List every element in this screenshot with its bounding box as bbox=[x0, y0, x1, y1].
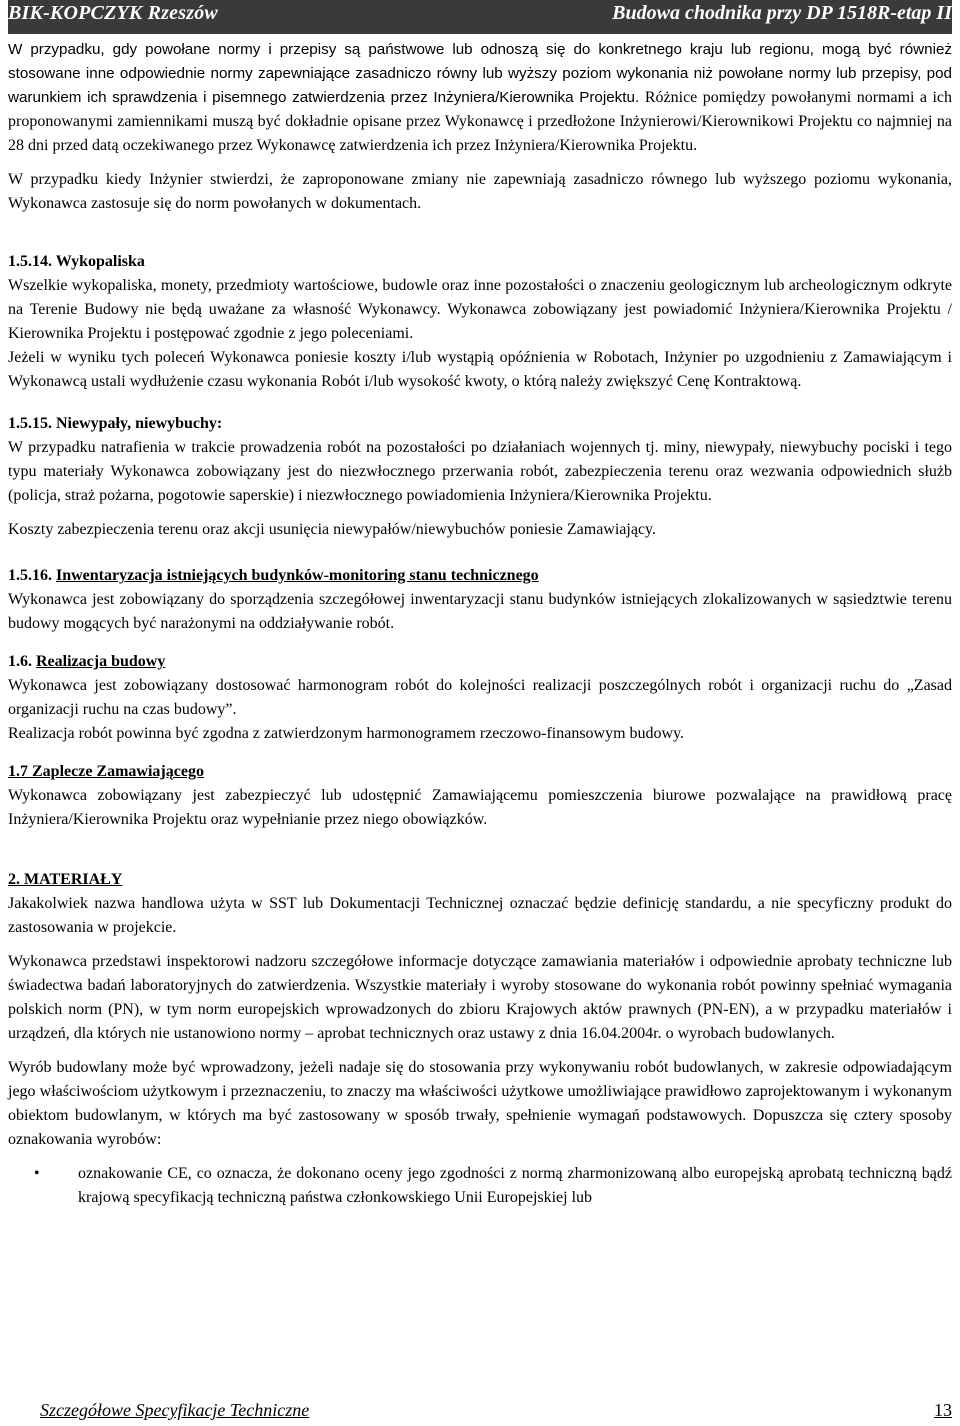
paragraph-1-5-16: Wykonawca jest zobowiązany do sporządzenia szczegółowej inwentaryzacji stanu budynków istniejących zlokalizowanych w sąsiedztwie terenu budowy mogących być narażonymi na oddziaływanie robót. bbox=[8, 591, 952, 632]
page-number: 13 bbox=[934, 1400, 952, 1420]
heading-1-5-16 bbox=[8, 564, 952, 588]
header-project-title: Budowa chodnika przy DP 1518R-etap II bbox=[612, 2, 952, 24]
bullet-icon: • bbox=[34, 1165, 40, 1182]
heading-1-5-16-title: Inwentaryzacja istniejących budynków-monitoring stanu technicznego bbox=[56, 567, 539, 584]
paragraph-2-b: Wykonawca przedstawi inspektorowi nadzoru szczegółowe informacje dotyczące zamawiania materiałów i odpowiednie aprobaty techniczne lub świadectwa badań laboratoryjnych do zatwierdzenia. Wszystkie materiały i wyroby stosowane do wykonania robót powinny spełniać wymagania polskich norm (PN), w tym norm europejskich wprowadzonych do zbioru Krajowych aktów prawnych (PN-EN), a w przypadku materiałów i urządzeń, dla których nie ustanowiono normy – aprobat technicznych oraz ustawy z dnia 16.04.2004r. o wyrobach budowlanych. bbox=[8, 953, 952, 1042]
page-footer bbox=[40, 1400, 952, 1424]
paragraph-engineer: W przypadku kiedy Inżynier stwierdzi, że zaproponowane zmiany nie zapewniają zasadniczo równego lub wyższego poziomu wykonania, Wykonawca zastosuje się do norm powołanych w dokumentach. bbox=[8, 171, 952, 212]
heading-1-5-15: 1.5.15. Niewypały, niewybuchy: bbox=[8, 415, 223, 432]
paragraph-1-6-b: Realizacja robót powinna być zgodna z zatwierdzonym harmonogramem rzeczowo-finansowym budowy. bbox=[8, 725, 685, 742]
list-item-text: oznakowanie CE, co oznacza, że dokonano oceny jego zgodności z normą zharmonizowaną albo europejską aprobatą techniczną bądź krajową specyfikacją techniczną państwa członkowskiego Unii Europejskiej lub bbox=[78, 1165, 952, 1206]
document-body bbox=[8, 38, 952, 1210]
paragraph-1-5-15-a: W przypadku natrafienia w trakcie prowadzenia robót na pozostałości po działaniach wojennych tj. miny, niewypały, niewybuchy pociski i tego typu materiały Wykonawca zobowiązany jest do niezwłocznego przerwania robót, zabezpieczenia terenu oraz wezwania odpowiednich służb (policja, straż pożarna, pogotowie saperskie) i niezwłocznego powiadomienia Inżyniera/Kierownika Projektu. bbox=[8, 439, 952, 504]
paragraph-1-6-a: Wykonawca jest zobowiązany dostosować harmonogram robót do kolejności realizacji poszczególnych robót i organizacji ruchu do „Zasad organizacji ruchu na czas budowy”. bbox=[8, 677, 952, 718]
paragraph-2-a: Jakakolwiek nazwa handlowa użyta w SST lub Dokumentacji Technicznej oznaczać będzie definicję standardu, a nie specyficzny produkt do zastosowania w projekcie. bbox=[8, 895, 952, 936]
heading-2-materials: 2. MATERIAŁY bbox=[8, 871, 123, 888]
footer-document-title: Szczegółowe Specyfikacje Techniczne bbox=[40, 1400, 310, 1420]
heading-1-6-title: Realizacja budowy bbox=[36, 653, 166, 670]
header-company: BIK-KOPCZYK Rzeszów bbox=[8, 2, 218, 24]
heading-1-5-14: 1.5.14. Wykopaliska bbox=[8, 253, 145, 270]
list-item bbox=[34, 1162, 952, 1210]
paragraph-norms-a: W przypadku, gdy powołane normy i przepisy są państwowe lub odnoszą się do konkretnego kraju lub regionu, mogą być również stosowane inne odpowiednie normy zapewniające zasadniczo równy lub wyższy poziom wykonania niż powołane normy lub przepisy, pod warunkiem ich sprawdzenia i pisemnego zatwierdzenia przez Inżyniera/Kierownika Projektu. bbox=[8, 41, 952, 106]
paragraph-1-7: Wykonawca zobowiązany jest zabezpieczyć lub udostępnić Zamawiającemu pomieszczenia biurowe pozwalające na prawidłową pracę Inżyniera/Kierownika Projektu oraz wypełnianie przez niego obowiązków. bbox=[8, 787, 952, 828]
paragraph-norms-b: Różnice pomiędzy powołanymi normami a ich proponowanymi zamiennikami muszą być dokładnie opisane przez Wykonawcę i przedłożone Inżynierowi/Kierownikowi Projektu co najmniej na 28 dni przed datą oczekiwanego przez Wykonawcę zatwierdzenia ich przez Inżyniera/Kierownika Projektu. bbox=[8, 89, 952, 154]
paragraph-norms bbox=[8, 38, 952, 158]
page-header bbox=[8, 0, 952, 34]
paragraph-2-c: Wyrób budowlany może być wprowadzony, jeżeli nadaje się do stosowania przy wykonywaniu robót budowlanych, w zakresie odpowiadającym jego właściwościom użytkowym i przeznaczeniu, to znaczy ma właściwości użytkowe umożliwiające prawidłowo zaprojektowanym i wykonanym obiektom budowlanym, w których ma być zastosowany w sposób trwały, spełnienie wymagań podstawowych. Dopuszcza się cztery sposoby oznakowania wyrobów: bbox=[8, 1059, 952, 1148]
marking-list bbox=[8, 1162, 952, 1210]
heading-1-7: 1.7 Zaplecze Zamawiającego bbox=[8, 763, 204, 780]
heading-1-6 bbox=[8, 650, 952, 674]
paragraph-1-5-15-b: Koszty zabezpieczenia terenu oraz akcji usunięcia niewypałów/niewybuchów poniesie Zamawiający. bbox=[8, 521, 657, 538]
paragraph-1-5-14-a: Wszelkie wykopaliska, monety, przedmioty wartościowe, budowle oraz inne pozostałości o znaczeniu geologicznym lub archeologicznym odkryte na Terenie Budowy nie będą uważane za własność Wykonawcy. Wykonawca zobowiązany jest powiadomić Inżyniera/Kierownika Projektu / Kierownika Projektu i postępować zgodnie z jego poleceniami. bbox=[8, 277, 952, 342]
heading-1-5-16-number: 1.5.16. bbox=[8, 567, 52, 584]
paragraph-1-5-14-b: Jeżeli w wyniku tych poleceń Wykonawca poniesie koszty i/lub wystąpią opóźnienia w Robotach, Inżynier po uzgodnieniu z Zamawiającym i Wykonawcą ustali wydłużenie czasu wykonania Robót i/lub wysokość kwoty, o którą należy zwiększyć Cenę Kontraktową. bbox=[8, 349, 952, 390]
heading-1-6-number: 1.6. bbox=[8, 653, 32, 670]
